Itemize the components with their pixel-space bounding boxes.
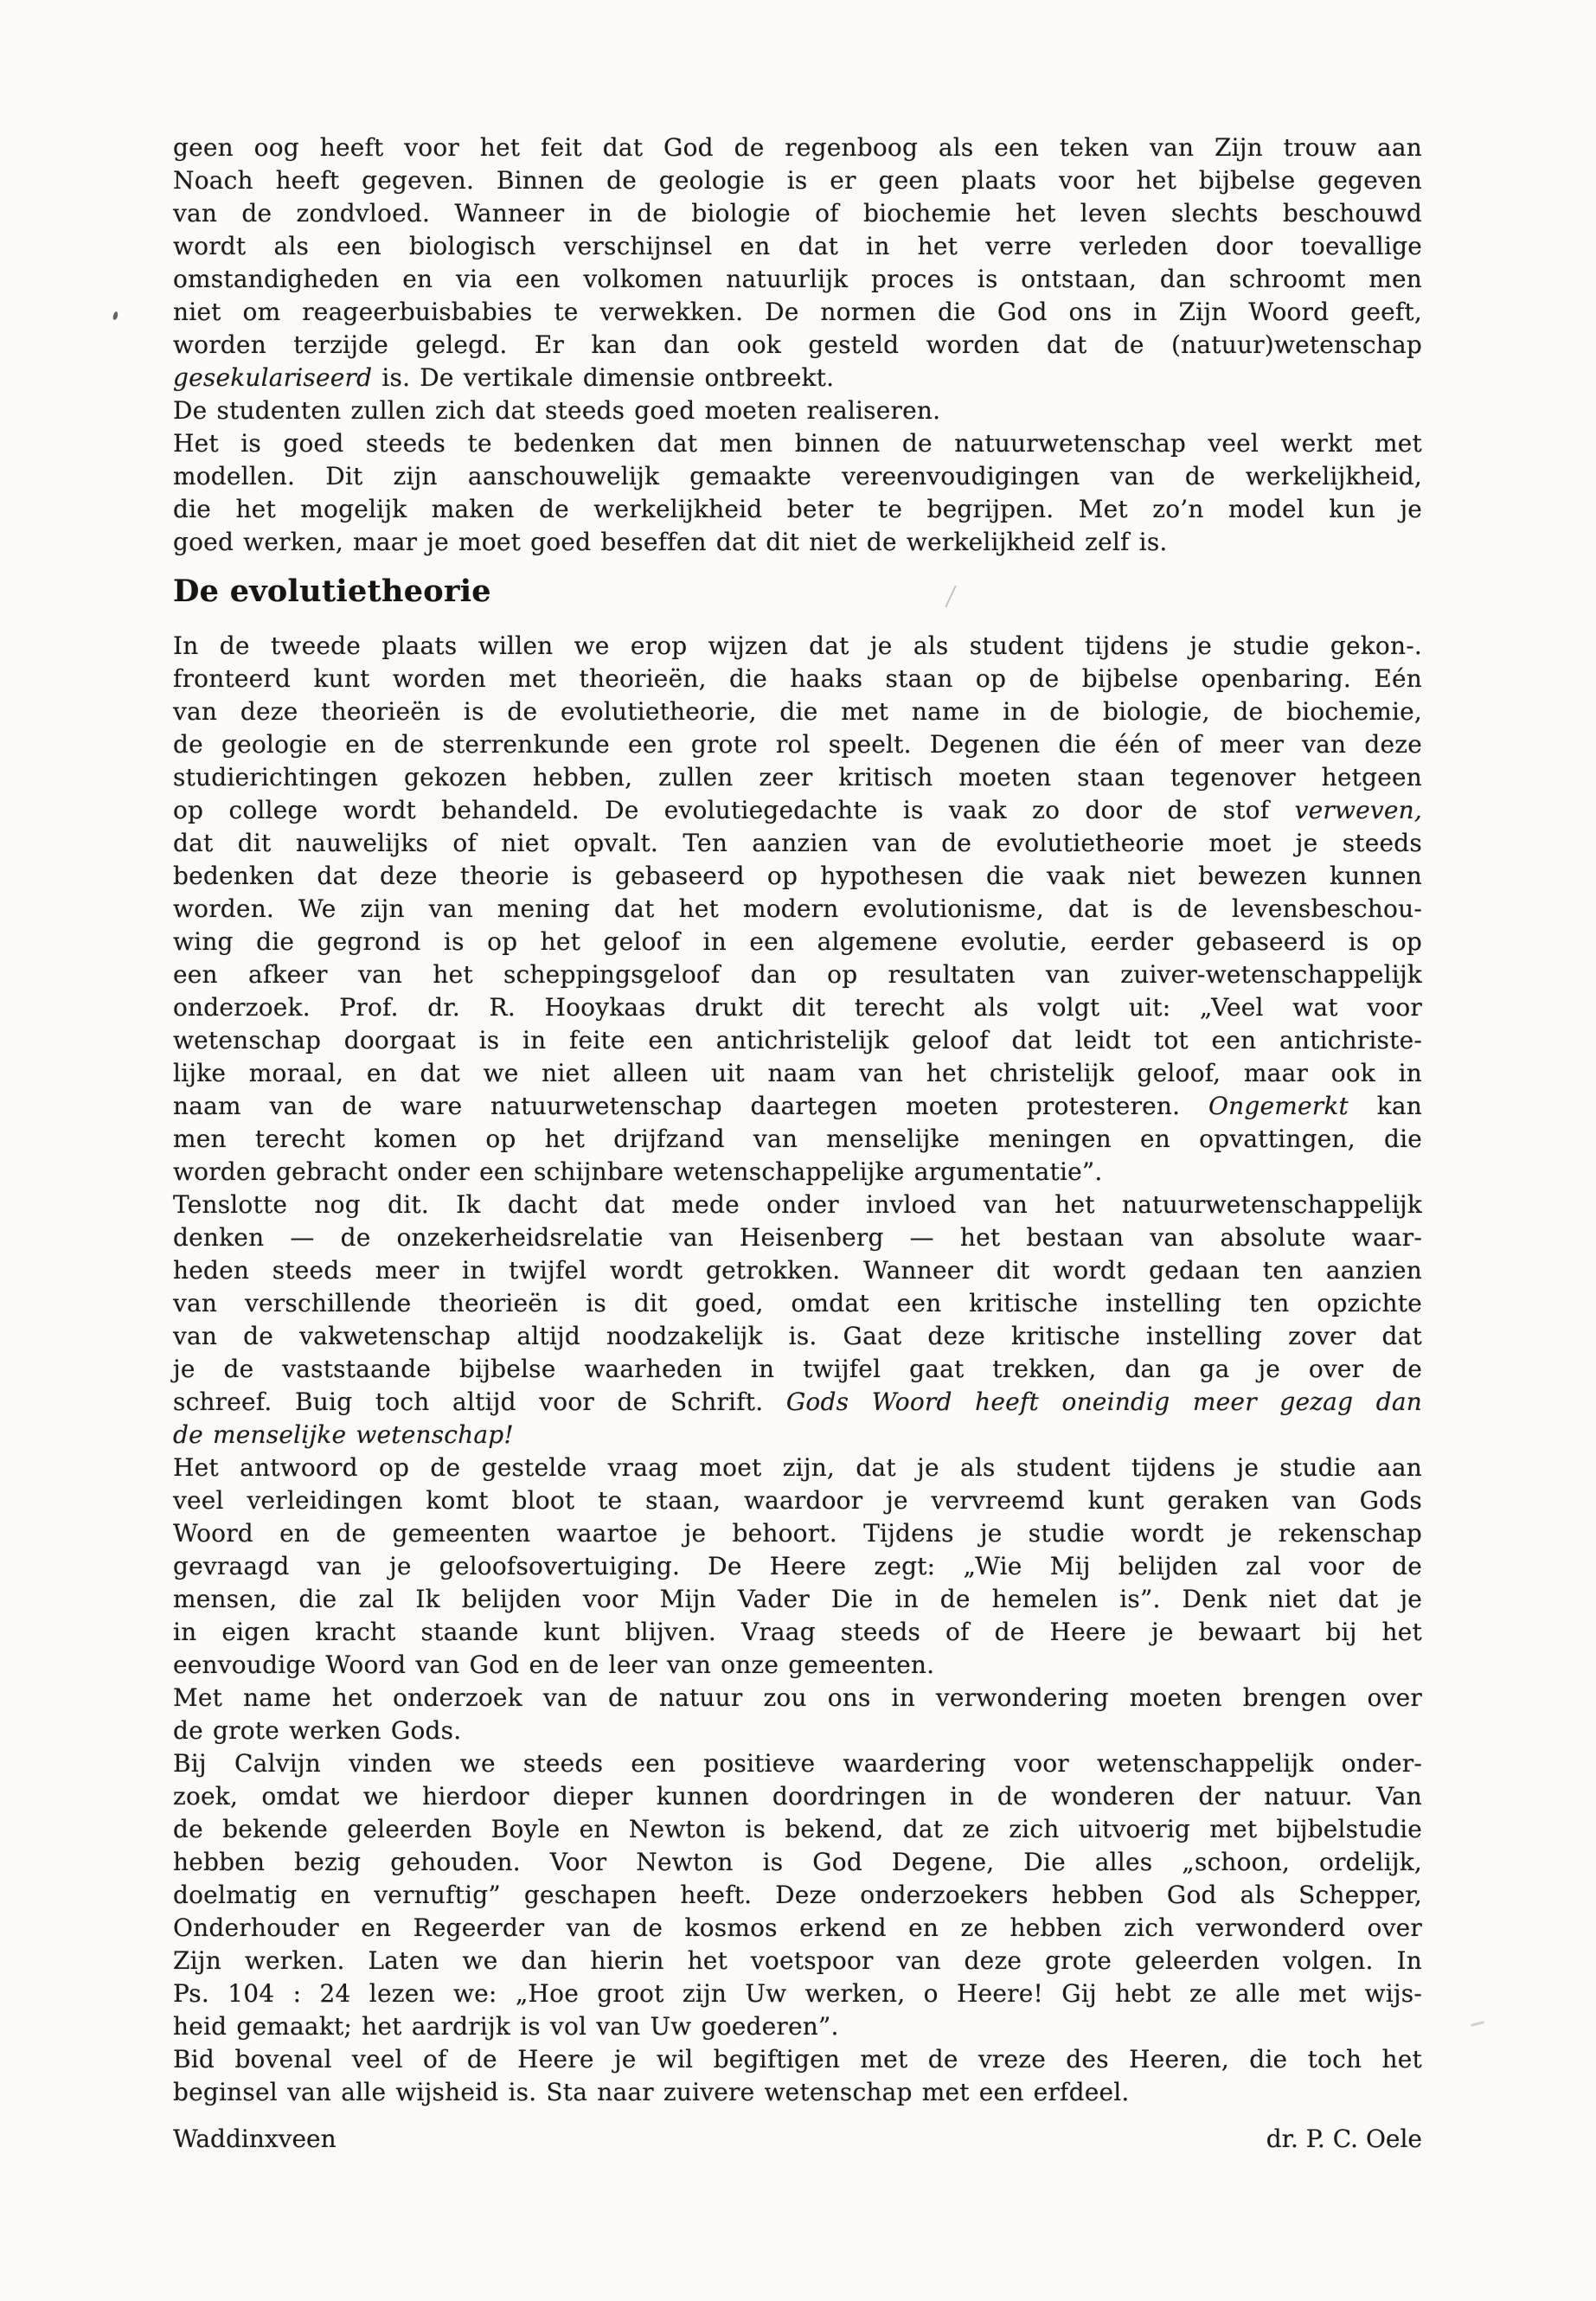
text-run: kan [1348,1092,1422,1120]
text-run: van de vakwetenschap altijd noodzakelijk is. Gaat deze kritische instelling zover dat [173,1322,1422,1350]
text-line [173,1682,1422,1715]
italic-text-run: de menselijke wetenschap! [173,1420,514,1449]
text-run: omstandigheden en via een volkomen natuurlijk proces is ontstaan, dan schroomt men [173,265,1422,293]
text-line [173,164,1422,197]
italic-text-run: gesekulariseerd [173,363,373,392]
text-run: bedenken dat deze theorie is gebaseerd op hypothesen die vaak niet bewezen kunnen [173,862,1422,890]
text-line [173,296,1422,329]
paragraph [173,394,1422,427]
text-run: zoek, omdat we hierdoor dieper kunnen doordringen in de wonderen der natuur. Van [173,1782,1422,1811]
text-run: Bid bovenal veel of de Heere je wil begiftigen met de vreze des Heeren, die toch het [173,2045,1422,2073]
text-run: onderzoek. Prof. dr. R. Hooykaas drukt dit terecht als volgt uit: „Veel wat voor [173,993,1422,1022]
text-line [173,1813,1422,1846]
text-run: je de vaststaande bijbelse waarheden in twijfel gaat trekken, dan ga je over de [173,1355,1422,1383]
text-line [173,394,1422,427]
text-line [173,197,1422,230]
text-run: de geologie en de sterrenkunde een grote rol speelt. Degenen die één of meer van deze [173,730,1422,759]
text-run: geen oog heeft voor het feit dat God de regenboog als een teken van Zijn trouw aan [173,133,1422,162]
paragraph [173,131,1422,394]
text-line [173,1977,1422,2010]
text-run: Het is goed steeds te bedenken dat men binnen de natuurwetenschap veel werkt met [173,429,1422,458]
text-run: wordt als een biologisch verschijnsel en dat in het verre verleden door toevallige [173,232,1422,260]
text-line [173,1123,1422,1156]
text-line [173,1715,1422,1747]
text-run: veel verleidingen komt bloot te staan, waardoor je vervreemd kunt geraken van Gods [173,1486,1422,1515]
text-run: Woord en de gemeenten waartoe je behoort. Tijdens je studie wordt je rekenschap [173,1519,1422,1548]
text-run: is. De vertikale dimensie ontbreekt. [372,363,835,392]
text-line [173,761,1422,794]
text-run: hebben bezig gehouden. Voor Newton is God Degene, Die alles „schoon, ordelijk, [173,1848,1422,1876]
text-run: fronteerd kunt worden met theorieën, die haaks staan op de bijbelse openbaring. Eén [173,664,1422,693]
paragraph [173,2043,1422,2109]
text-run: in eigen kracht staande kunt blijven. Vraag steeds of de Heere je bewaart bij het [173,1618,1422,1646]
text-line [173,1550,1422,1583]
text-run: mensen, die zal Ik belijden voor Mijn Vader Die in de hemelen is”. Denk niet dat je [173,1585,1422,1613]
text-line [173,1945,1422,1977]
signature-place: Waddinxveen [173,2125,337,2153]
document-body [173,131,1422,2156]
text-line [173,2043,1422,2076]
text-line [173,2076,1422,2109]
paragraph [173,1189,1422,1452]
text-run: Onderhouder en Regeerder van de kosmos erkend en ze hebben zich verwonderd over [173,1913,1422,1942]
italic-text-run: verweven, [1294,796,1422,824]
text-run: worden gebracht onder een schijnbare wetenschappelijke argumentatie”. [173,1157,1103,1186]
text-run: de bekende geleerden Boyle en Newton is bekend, dat ze zich uitvoerig met bijbelstudie [173,1815,1422,1843]
text-line [173,427,1422,460]
text-run: die het mogelijk maken de werkelijkheid beter te begrijpen. Met zo’n model kun je [173,495,1422,523]
text-line [173,728,1422,761]
text-line [173,1221,1422,1254]
text-run: schreef. Buig toch altijd voor de Schrift. [173,1388,786,1416]
text-line [173,663,1422,695]
text-run: niet om reageerbuisbabies te verwekken. De normen die God ons in Zijn Woord geeft, [173,298,1422,326]
text-run: Tenslotte nog dit. Ik dacht dat mede onder invloed van het natuurwetenschappelijk [173,1190,1422,1219]
text-line [173,329,1422,362]
text-line [173,1912,1422,1945]
text-line [173,1517,1422,1550]
text-run: eenvoudige Woord van God en de leer van onze gemeenten. [173,1650,935,1679]
text-line [173,1583,1422,1616]
text-run: van verschillende theorieën is dit goed, omdat een kritische instelling ten opzichte [173,1289,1422,1317]
paragraph [173,630,1422,1189]
text-line [173,526,1422,559]
text-line [173,1320,1422,1353]
paragraph [173,427,1422,559]
paragraph [173,1452,1422,1682]
text-line [173,695,1422,728]
text-run: lijke moraal, en dat we niet alleen uit naam van het christelijk geloof, maar ook in [173,1059,1422,1087]
text-line [173,131,1422,164]
text-run: modellen. Dit zijn aanschouwelijk gemaakte vereenvoudigingen van de werkelijkheid, [173,462,1422,490]
text-line [173,1254,1422,1287]
text-run: wing die gegrond is op het geloof in een algemene evolutie, eerder gebaseerd is op [173,927,1422,956]
signature-author: dr. P. C. Oele [1266,2125,1422,2153]
text-line [173,1156,1422,1189]
text-line [173,827,1422,860]
text-run: beginsel van alle wijsheid is. Sta naar zuivere wetenschap met een erfdeel. [173,2078,1130,2106]
text-line [173,2010,1422,2043]
text-line [173,1879,1422,1912]
text-run: doelmatig en vernuftig” geschapen heeft. Deze onderzoekers hebben God als Schepper, [173,1881,1422,1909]
text-run: Zijn werken. Laten we dan hierin het voetspoor van deze grote geleerden volgen. In [173,1946,1422,1975]
text-run: op college wordt behandeld. De evolutiegedachte is vaak zo door de stof [173,796,1295,824]
text-run: Bij Calvijn vinden we steeds een positieve waardering voor wetenschappelijk onder- [173,1749,1422,1778]
text-run: dat dit nauwelijks of niet opvalt. Ten aanzien van de evolutietheorie moet je steeds [173,829,1422,857]
scan-artifact-dash [1471,2021,1484,2027]
text-run: de grote werken Gods. [173,1716,462,1745]
italic-text-run: Gods Woord heeft oneindig meer gezag dan [785,1388,1423,1416]
scan-artifact-speck [112,311,119,321]
text-line [173,860,1422,893]
text-line [173,1024,1422,1057]
text-run: heden steeds meer in twijfel wordt getrokken. Wanneer dit wordt gedaan ten aanzien [173,1256,1422,1285]
text-run: worden. We zijn van mening dat het modern evolutionisme, dat is de levensbeschou- [173,894,1422,923]
text-run: In de tweede plaats willen we erop wijzen dat je als student tijdens je studie gekon-. [173,631,1422,660]
text-run: studierichtingen gekozen hebben, zullen zeer kritisch moeten staan tegenover hetgeen [173,763,1422,792]
text-line [173,1090,1422,1123]
text-line [173,493,1422,526]
text-run: wetenschap doorgaat is in feite een antichristelijk geloof dat leidt tot een antichriste- [173,1026,1422,1054]
text-line [173,460,1422,493]
text-line [173,1484,1422,1517]
signature-row [173,2123,1422,2156]
text-line [173,1452,1422,1484]
text-run: worden terzijde gelegd. Er kan dan ook gesteld worden dat de (natuur)wetenschap [173,330,1422,359]
paragraph [173,1682,1422,1747]
text-line [173,1419,1422,1452]
text-line [173,1189,1422,1221]
paragraph [173,1747,1422,2043]
text-line [173,1747,1422,1780]
text-run: Met name het onderzoek van de natuur zou ons in verwondering moeten brengen over [173,1683,1422,1712]
text-run: De studenten zullen zich dat steeds goed moeten realiseren. [173,396,941,425]
text-line [173,1057,1422,1090]
italic-text-run: Ongemerkt [1208,1092,1349,1120]
text-run: Het antwoord op de gestelde vraag moet zijn, dat je als student tijdens je studie aan [173,1453,1422,1482]
text-run: van deze theorieën is de evolutietheorie, die met name in de biologie, de biochemie, [173,697,1422,726]
text-run: heid gemaakt; het aardrijk is vol van Uw goederen”. [173,2012,839,2041]
text-line [173,1616,1422,1649]
text-line [173,1386,1422,1419]
text-line [173,893,1422,926]
text-line [173,794,1422,827]
text-run: gevraagd van je geloofsovertuiging. De Heere zegt: „Wie Mij belijden zal voor de [173,1552,1422,1580]
text-line [173,958,1422,991]
text-line [173,230,1422,263]
text-line [173,263,1422,296]
text-line [173,991,1422,1024]
text-run: denken — de onzekerheidsrelatie van Heisenberg — het bestaan van absolute waar- [173,1223,1422,1252]
text-run: goed werken, maar je moet goed beseffen dat dit niet de werkelijkheid zelf is. [173,528,1168,556]
text-line [173,1846,1422,1879]
text-line [173,362,1422,394]
section-heading: De evolutietheorie [173,574,491,609]
text-line [173,1780,1422,1813]
text-line [173,1649,1422,1682]
text-line [173,926,1422,958]
text-line [173,1287,1422,1320]
text-run: Ps. 104 : 24 lezen we: „Hoe groot zijn Uw werken, o Heere! Gij hebt ze alle met wijs- [173,1979,1422,2008]
text-run: naam van de ware natuurwetenschap daartegen moeten protesteren. [173,1092,1208,1120]
text-line [173,1353,1422,1386]
text-run: Noach heeft gegeven. Binnen de geologie is er geen plaats voor het bijbelse gegeven [173,166,1422,195]
text-run: een afkeer van het scheppingsgeloof dan op resultaten van zuiver-wetenschappelijk [173,960,1422,989]
text-line [173,630,1422,663]
text-run: men terecht komen op het drijfzand van menselijke meningen en opvattingen, die [173,1125,1422,1153]
text-run: van de zondvloed. Wanneer in de biologie of biochemie het leven slechts beschouwd [173,199,1422,228]
